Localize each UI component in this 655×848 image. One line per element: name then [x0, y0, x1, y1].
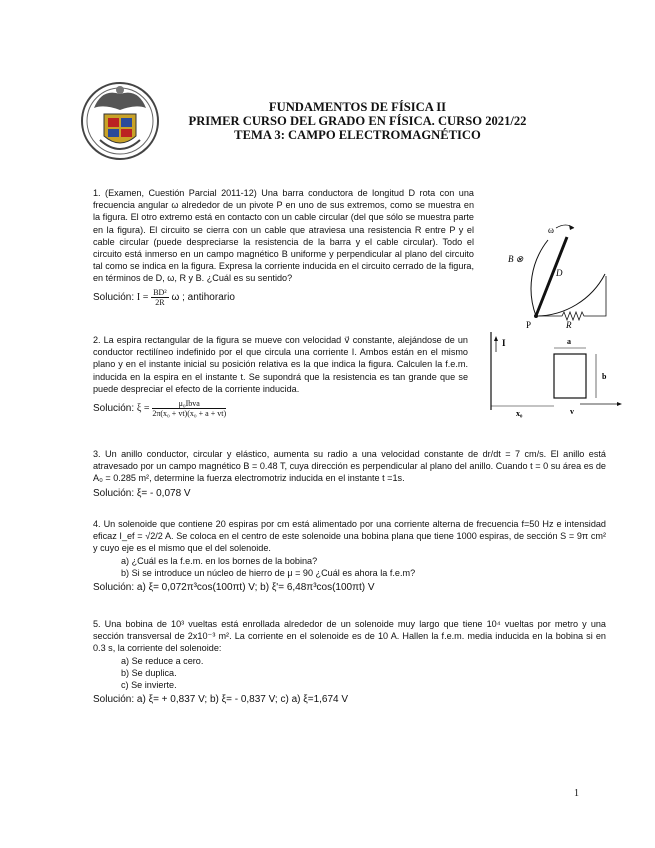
distance-label: x₀ [516, 409, 523, 418]
question-5-text: 5. Una bobina de 10³ vueltas está enrollada alrededor de un solenoide muy largo que tiene 10⁴ vueltas por metro y una sección transversal de 2x10⁻³ m². La corriente en el solenoide es de 10 A. Hallen la f.e.m. media inducida en la bobina si en 0.3 s, la corriente del solenoide: [93, 619, 606, 654]
height-label: b [602, 372, 607, 381]
question-2 [93, 334, 468, 418]
figure-wire-loop [482, 330, 632, 420]
question-5-solution: Solución: a) ξ= + 0,837 V; b) ξ= - 0,837 V; c) a) ξ=1,674 V [93, 694, 349, 706]
course-subtitle: PRIMER CURSO DEL GRADO EN FÍSICA. CURSO 2021/22 [188, 114, 527, 128]
question-5 [93, 618, 606, 706]
question-4-solution: Solución: a) ξ= 0,072π³cos(100πt) V; b) ξ'= 6,48π³cos(100πt) V [93, 582, 375, 594]
question-5-part-b: b) Se duplica. [121, 667, 177, 678]
question-4-part-a: a) ¿Cuál es la f.e.m. en los bornes de la bobina? [121, 555, 318, 566]
page-number: 1 [574, 788, 579, 799]
question-3-text: 3. Un anillo conductor, circular y elástico, aumenta su radio a una velocidad constante de dr/dt = 7 cm/s. El anillo está atravesado por un campo magnético B = 0.48 T, cuya dirección es perpendicular al plano del anillo. Cuando t = 0 su área es de A₀ = 0.285 m², determine la fuerza electromotriz inducida en el instante t =1s. [93, 449, 606, 484]
field-label: B ⊗ [508, 254, 524, 264]
velocity-label: v⃗ [570, 407, 581, 416]
omega-label: ω [548, 225, 554, 235]
current-label: I [502, 338, 506, 348]
topic-title: TEMA 3: CAMPO ELECTROMAGNÉTICO [234, 128, 481, 142]
question-4-text: 4. Un solenoide que contiene 20 espiras por cm está alimentado por una corriente alterna de frecuencia f=50 Hz e intensidad eficaz I_ef = √2/2 A. Se coloca en el centro de este solenoide una bobina plana que tiene 1000 espiras, de sección S = 9π cm² y cuyo eje es el mismo que el del solenoide. [93, 519, 606, 554]
figure-rotating-bar [486, 220, 614, 330]
question-4-part-b: b) Si se introduce un núcleo de hierro de μ = 90 ¿Cuál es ahora la f.e.m? [121, 567, 416, 578]
pivot-label: P [526, 320, 532, 330]
question-1-text: 1. (Examen, Cuestión Parcial 2011-12) Una barra conductora de longitud D rota con una frecuencia angular ω alrededor de un pivote P en uno de sus extremos, como se muestra en la figura. El otro extremo está en contacto con un cable circular (del que sólo se muestra parte en la figura). El circuito se cierra con un cable que atraviesa una resistencia R entre P y el cable circular (puede despreciarse la resistencia de la barra y el cable circular). Todo el circuito está inmerso en un campo magnético B uniforme y perpendicular al plano del circuito tal como se indica en la figura. Expresa la corriente inducida en el circuito cerrado de la figura, en términos de D, ω, R y B. ¿Cuál es su sentido? [93, 188, 474, 284]
width-label: a [567, 337, 571, 346]
question-4 [93, 518, 606, 594]
question-2-text: 2. La espira rectangular de la figura se mueve con velocidad v⃗ constante, alejándose de un conductor rectilíneo indefinido por el que circula una corriente I. Ambos están en el mismo plano y en el instante inicial su posición relativa es la que indica la figura. Calculen la f.e.m. inducida en la espira en el instante t. Se supondrá que la resistencia es tan grande que se puede despreciar el efecto de la corriente inducida. [93, 335, 468, 394]
course-title: FUNDAMENTOS DE FÍSICA II [268, 100, 447, 114]
resistance-label: R [566, 320, 572, 330]
question-5-part-c: c) Se invierte. [121, 680, 177, 691]
question-1-solution: Solución: I = $\frac{\text{BD²}}{2R}$ ω ; antihorario [93, 287, 235, 307]
question-3-solution: Solución: ξ= - 0,078 V [93, 487, 191, 499]
question-2-solution: Solución: ξ = $\frac{\text{μ₀Ibva}}{\text{2π(x₀ + vt)(x₀ + a + vt)}}$ [93, 399, 227, 419]
question-5-part-a: a) Se reduce a cero. [121, 655, 204, 666]
university-seal-logo [80, 78, 160, 164]
length-label: D [556, 268, 563, 278]
document-header [170, 100, 545, 142]
question-3 [93, 448, 606, 500]
